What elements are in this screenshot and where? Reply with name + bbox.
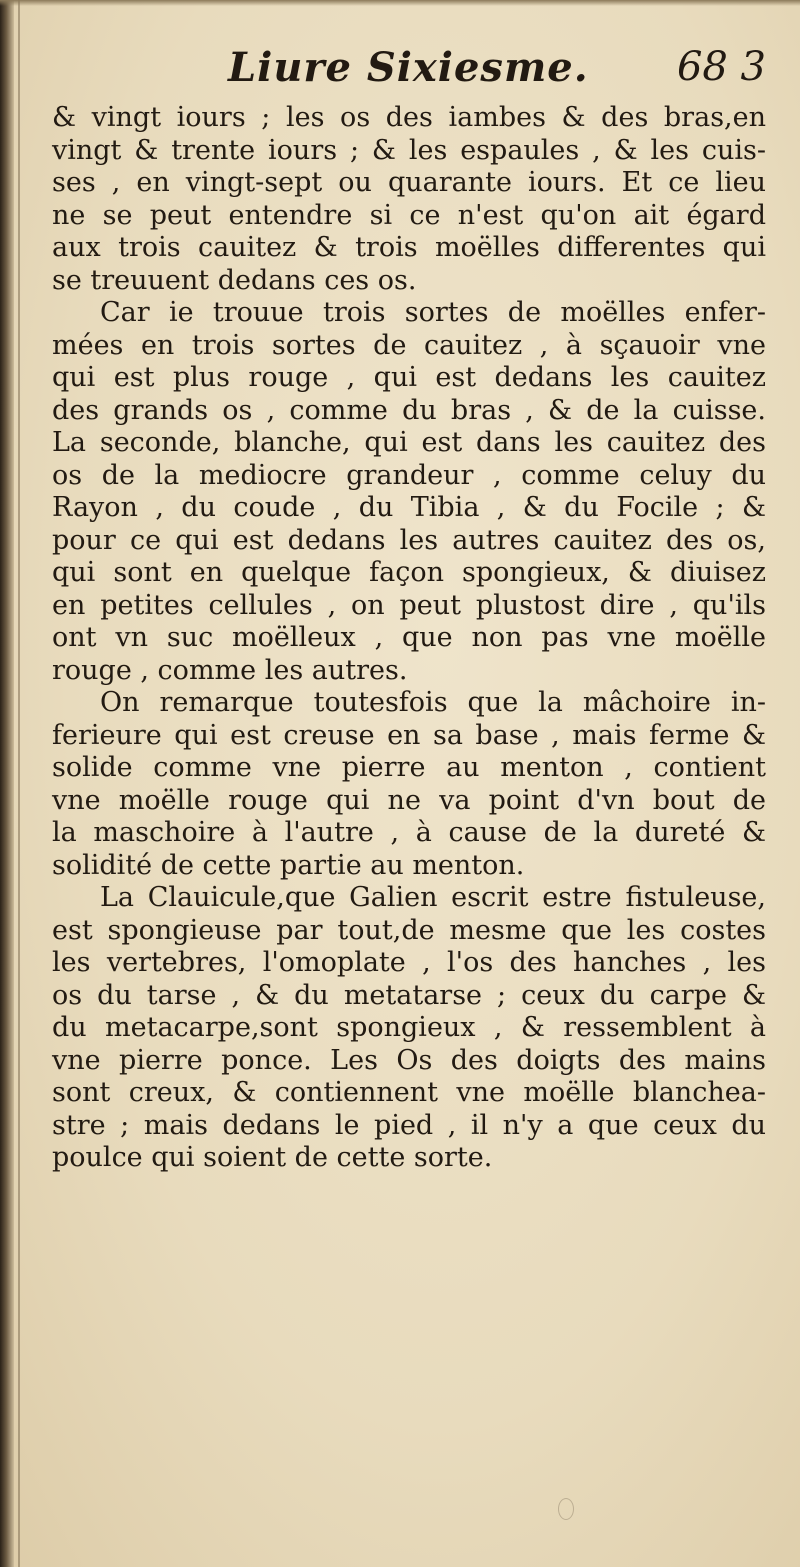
text-line: sont creux, & contiennent vne moëlle blanchea- bbox=[52, 1077, 766, 1108]
text-line: poulce qui soient de cette sorte. bbox=[52, 1142, 493, 1173]
text-line: pour ce qui est dedans les autres cauitez des os, bbox=[52, 524, 766, 556]
text-line: stre ; mais dedans le pied , il n'y a que ceux du bbox=[52, 1109, 766, 1141]
text-line: os de la mediocre grandeur , comme celuy du bbox=[52, 459, 766, 491]
page-top-edge bbox=[0, 0, 800, 6]
text-line: & vingt iours ; les os des iambes & des bras,en bbox=[52, 102, 766, 133]
text-line: les vertebres, l'omoplate , l'os des hanches , les bbox=[52, 947, 766, 978]
page-header bbox=[50, 44, 770, 104]
text-line: La seconde, blanche, qui est dans les cauitez des bbox=[52, 427, 766, 458]
text-line: ses , en vingt-sept ou quarante iours. Et ce lieu bbox=[52, 167, 766, 198]
text-line: vne pierre ponce. Les Os des doigts des mains bbox=[52, 1044, 766, 1076]
text-line: vne moëlle rouge qui ne va point d'vn bout de bbox=[52, 784, 766, 816]
text-line: ont vn suc moëlleux , que non pas vne moëlle bbox=[52, 622, 766, 653]
body-text bbox=[52, 102, 766, 1175]
text-line: solide comme vne pierre au menton , contient bbox=[52, 752, 766, 783]
text-line: ferieure qui est creuse en sa base , mais ferme & bbox=[52, 719, 766, 751]
binding-gutter bbox=[0, 0, 14, 1567]
paper-blemish bbox=[558, 1498, 574, 1520]
text-line: os du tarse , & du metatarse ; ceux du carpe & bbox=[52, 979, 766, 1011]
running-title: Liure Sixiesme. bbox=[228, 44, 589, 91]
text-line: des grands os , comme du bras , & de la cuisse. bbox=[52, 394, 766, 426]
text-line: vingt & trente iours ; & les espaules , & les cuis- bbox=[52, 134, 766, 166]
text-line: qui sont en quelque façon spongieux, & diuisez bbox=[52, 557, 766, 588]
text-line: La Clauicule,que Galien escrit estre fistuleuse, bbox=[100, 882, 766, 913]
gutter-shadow-line bbox=[18, 0, 20, 1567]
text-line: rouge , comme les autres. bbox=[52, 654, 408, 686]
text-line: est spongieuse par tout,de mesme que les costes bbox=[52, 914, 766, 946]
text-line: solidité de cette partie au menton. bbox=[52, 849, 525, 881]
text-line: en petites cellules , on peut plustost dire , qu'ils bbox=[52, 589, 766, 621]
text-line: la maschoire à l'autre , à cause de la dureté & bbox=[52, 817, 766, 848]
text-line: Rayon , du coude , du Tibia , & du Focile ; & bbox=[52, 492, 766, 523]
text-line: ne se peut entendre si ce n'est qu'on ait égard bbox=[52, 199, 766, 231]
text-line: Car ie trouue trois sortes de moëlles enfer- bbox=[100, 297, 766, 328]
text-line: On remarque toutesfois que la mâchoire in- bbox=[100, 687, 766, 718]
text-line: se treuuent dedans ces os. bbox=[52, 264, 417, 296]
text-line: qui est plus rouge , qui est dedans les cauitez bbox=[52, 362, 766, 393]
page-number: 68 3 bbox=[676, 44, 766, 90]
text-line: du metacarpe,sont spongieux , & ressemblent à bbox=[52, 1012, 766, 1043]
text-line: aux trois cauitez & trois moëlles differentes qui bbox=[52, 232, 766, 263]
text-line: mées en trois sortes de cauitez , à sçauoir vne bbox=[52, 329, 766, 361]
